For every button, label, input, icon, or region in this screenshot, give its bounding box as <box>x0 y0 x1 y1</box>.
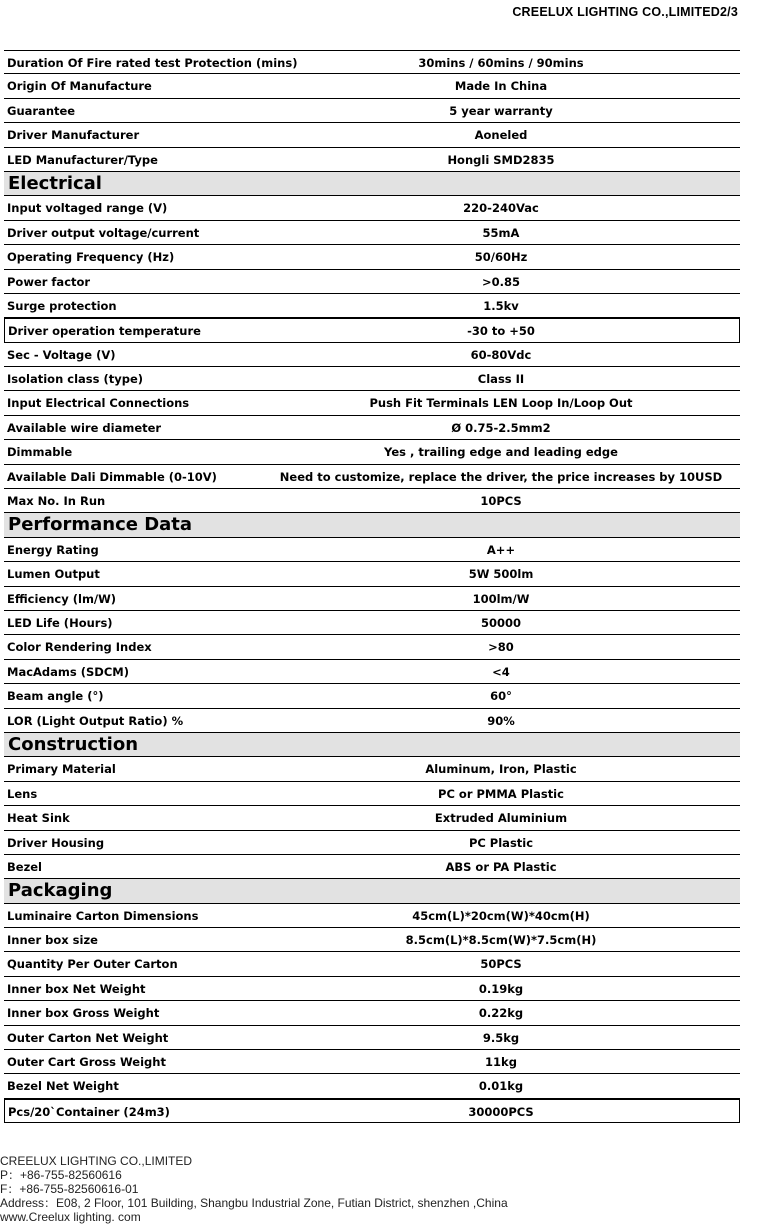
page-footer <box>0 1154 508 1224</box>
spec-value: Push Fit Terminals LEN Loop In/Loop Out <box>369 396 633 411</box>
spec-label: Heat Sink <box>7 811 70 826</box>
spec-label: Power factor <box>7 274 91 289</box>
spec-label: Lens <box>7 786 38 801</box>
spec-value: 5W 500lm <box>468 567 534 582</box>
spec-row <box>4 562 740 586</box>
spec-row <box>4 611 740 635</box>
spec-value: 0.19kg <box>478 981 524 996</box>
spec-value: Class II <box>477 372 525 387</box>
spec-value: 50/60Hz <box>474 250 528 265</box>
spec-row <box>4 952 740 976</box>
spec-value: Aluminum, Iron, Plastic <box>425 762 577 777</box>
spec-value: 10PCS <box>480 494 522 509</box>
spec-row <box>4 196 740 220</box>
spec-value: >0.85 <box>481 274 520 289</box>
spec-row <box>4 1099 740 1123</box>
footer-website: www.Creelux lighting. com <box>0 1210 141 1224</box>
spec-value: 0.01kg <box>478 1079 524 1094</box>
spec-row <box>4 343 740 367</box>
spec-row <box>4 538 740 562</box>
spec-row <box>4 270 740 294</box>
spec-row <box>4 806 740 830</box>
spec-value: 0.22kg <box>478 1006 524 1021</box>
spec-label: MacAdams (SDCM) <box>7 664 129 679</box>
spec-label: Efficiency (lm/W) <box>7 591 117 606</box>
spec-label: Driver Housing <box>7 835 105 850</box>
spec-label: Available wire diameter <box>7 420 162 435</box>
spec-value: 8.5cm(L)*8.5cm(W)*7.5cm(H) <box>405 933 597 948</box>
spec-value: Ø 0.75-2.5mm2 <box>451 420 551 435</box>
spec-row <box>4 318 740 342</box>
spec-row <box>4 245 740 269</box>
spec-row <box>4 1074 740 1098</box>
page-header: CREELUX LIGHTING CO.,LIMITED2/3 <box>512 5 738 19</box>
section-title: Performance Data <box>8 514 193 536</box>
spec-value: Aoneled <box>474 128 528 143</box>
spec-value: 30mins / 60mins / 90mins <box>418 56 584 70</box>
spec-row <box>4 1001 740 1025</box>
spec-label: Available Dali Dimmable (0-10V) <box>7 469 217 484</box>
section-title: Packaging <box>8 880 113 902</box>
spec-value: 45cm(L)*20cm(W)*40cm(H) <box>412 908 590 923</box>
spec-row <box>4 465 740 489</box>
spec-label: Luminaire Carton Dimensions <box>7 908 199 923</box>
spec-label: Input voltaged range (V) <box>7 201 168 216</box>
spec-row <box>4 391 740 415</box>
spec-value: Yes , trailing edge and leading edge <box>384 445 618 460</box>
spec-label: Duration Of Fire rated test Protection (mins) <box>7 56 298 70</box>
spec-row <box>4 99 740 123</box>
spec-label: Quantity Per Outer Carton <box>7 957 178 972</box>
spec-label: Driver Manufacturer <box>7 128 140 143</box>
spec-value: 9.5kg <box>482 1030 520 1045</box>
spec-row <box>4 148 740 172</box>
spec-label: LED Manufacturer/Type <box>7 152 158 167</box>
spec-label: Driver operation temperature <box>8 324 201 339</box>
spec-table <box>4 50 740 1123</box>
spec-label: Guarantee <box>7 103 76 118</box>
spec-label: Primary Material <box>7 762 116 777</box>
spec-row <box>4 440 740 464</box>
spec-row <box>4 367 740 391</box>
spec-label: Outer Carton Net Weight <box>7 1030 169 1045</box>
spec-label: Origin Of Manufacture <box>7 79 152 94</box>
spec-value: Made In China <box>454 79 548 94</box>
spec-label: LED Life (Hours) <box>7 615 113 630</box>
spec-label: Inner box size <box>7 933 98 948</box>
spec-row <box>4 635 740 659</box>
spec-label: Pcs/20`Container (24m3) <box>8 1104 170 1119</box>
spec-row <box>4 977 740 1001</box>
spec-value: >80 <box>488 640 514 655</box>
section-header-electrical <box>4 172 740 196</box>
footer-fax: F：+86-755-82560616-01 <box>0 1182 139 1196</box>
spec-value: 50PCS <box>480 957 522 972</box>
spec-value: 60-80Vdc <box>470 347 532 362</box>
spec-value: <4 <box>492 664 510 679</box>
spec-value: 30000PCS <box>468 1104 534 1119</box>
spec-value: A++ <box>486 542 516 557</box>
spec-value: 5 year warranty <box>449 103 553 118</box>
spec-value: PC Plastic <box>468 835 534 850</box>
spec-row <box>4 221 740 245</box>
spec-value: 1.5kv <box>483 298 519 313</box>
section-header-packaging <box>4 879 740 903</box>
spec-row <box>4 74 740 98</box>
spec-label: Operating Frequency (Hz) <box>7 250 175 265</box>
spec-label: Input Electrical Connections <box>7 396 190 411</box>
section-header-performance <box>4 513 740 537</box>
spec-value: 90% <box>487 713 515 728</box>
spec-row <box>4 123 740 147</box>
spec-value: 55mA <box>482 225 520 240</box>
spec-label: Inner box Net Weight <box>7 981 146 996</box>
spec-label: Color Rendering Index <box>7 640 152 655</box>
footer-phone: P：+86-755-82560616 <box>0 1168 122 1182</box>
footer-company: CREELUX LIGHTING CO.,LIMITED <box>0 1154 193 1168</box>
spec-value: 60° <box>490 689 512 704</box>
spec-label: Energy Rating <box>7 542 99 557</box>
spec-row <box>4 928 740 952</box>
section-title: Electrical <box>8 172 102 194</box>
spec-value: Need to customize, replace the driver, the price increases by 10USD <box>279 469 723 484</box>
spec-value: PC or PMMA Plastic <box>438 786 564 801</box>
spec-row <box>4 855 740 879</box>
spec-row <box>4 489 740 513</box>
spec-label: Sec - Voltage (V) <box>7 347 116 362</box>
footer-address: Address：E08, 2 Floor, 101 Building, Shangbu Industrial Zone, Futian District, shenzhen ,China <box>0 1196 508 1210</box>
spec-row <box>4 50 740 74</box>
spec-value: Hongli SMD2835 <box>447 152 555 167</box>
spec-label: Bezel <box>7 859 42 874</box>
spec-label: LOR (Light Output Ratio) % <box>7 713 184 728</box>
spec-row <box>4 660 740 684</box>
spec-row <box>4 709 740 733</box>
spec-value: 50000 <box>480 615 521 630</box>
spec-label: Beam angle (°) <box>7 689 104 704</box>
spec-label: Isolation class (type) <box>7 372 144 387</box>
spec-label: Surge protection <box>7 298 117 313</box>
spec-row <box>4 587 740 611</box>
spec-row <box>4 904 740 928</box>
spec-row <box>4 757 740 781</box>
spec-row <box>4 294 740 318</box>
spec-row <box>4 1026 740 1050</box>
spec-label: Dimmable <box>7 445 73 460</box>
spec-value: -30 to +50 <box>467 324 535 339</box>
section-header-construction <box>4 733 740 757</box>
spec-row <box>4 416 740 440</box>
section-title: Construction <box>8 733 139 755</box>
spec-label: Lumen Output <box>7 567 100 582</box>
spec-value: ABS or PA Plastic <box>445 859 557 874</box>
spec-row <box>4 831 740 855</box>
spec-value: 11kg <box>485 1055 517 1070</box>
spec-label: Inner box Gross Weight <box>7 1006 160 1021</box>
spec-row <box>4 782 740 806</box>
spec-value: 220-240Vac <box>463 201 539 216</box>
spec-label: Max No. In Run <box>7 494 106 509</box>
spec-row <box>4 1050 740 1074</box>
spec-value: Extruded Aluminium <box>434 811 568 826</box>
spec-value: 100lm/W <box>472 591 530 606</box>
spec-row <box>4 684 740 708</box>
spec-label: Outer Cart Gross Weight <box>7 1055 166 1070</box>
spec-label: Bezel Net Weight <box>7 1079 119 1094</box>
spec-label: Driver output voltage/current <box>7 225 200 240</box>
